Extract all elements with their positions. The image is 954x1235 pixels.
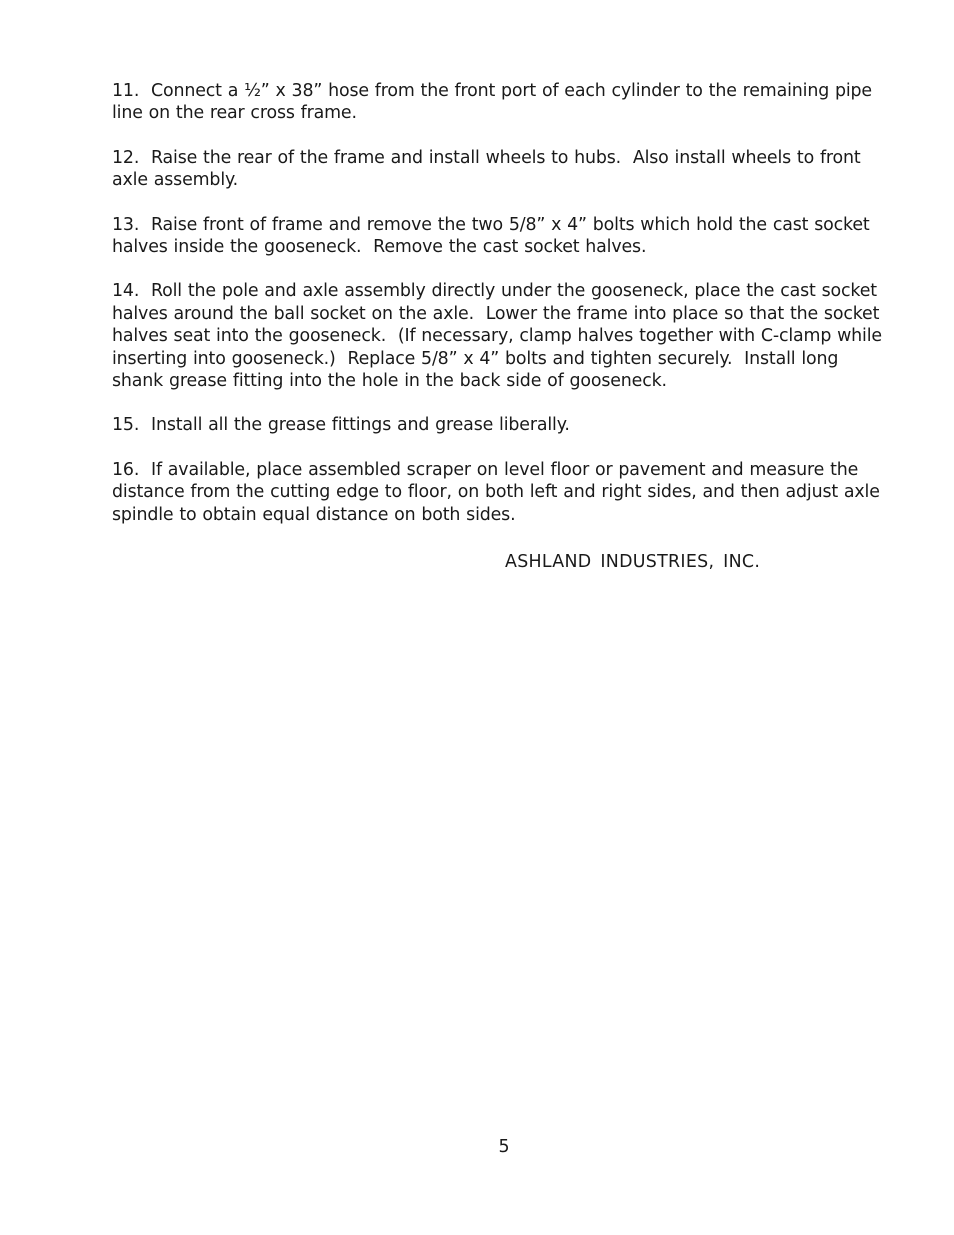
instruction-steps [112, 80, 888, 548]
step-16: 16. If available, place assembled scraper on level floor or pavement and measure the distance from the cutting edge to floor, on both left and right sides, and then adjust axle spindle to obtain equal distance on both sides. [112, 459, 886, 525]
step-11: 11. Connect a ½” x 38” hose from the front port of each cylinder to the remaining pipe line on the rear cross frame. [112, 81, 878, 124]
company-signature: ASHLAND INDUSTRIES, INC. [505, 552, 761, 572]
step-15: 15. Install all the grease fittings and grease liberally. [112, 415, 570, 436]
step-14: 14. Roll the pole and axle assembly directly under the gooseneck, place the cast socket halves around the ball socket on the axle. Lower the frame into place so that the socket halves seat into the gooseneck. (If necessary, clamp halves together with C-clamp while inserting into gooseneck.) Replace 5/8” x 4” bolts and tighten securely. Install long shank grease fitting into the hole in the back side of gooseneck. [112, 281, 888, 392]
page-number: 5 [498, 1137, 510, 1157]
step-12: 12. Raise the rear of the frame and install wheels to hubs. Also install wheels to front axle assembly. [112, 147, 867, 191]
step-13: 13. Raise front of frame and remove the two 5/8” x 4” bolts which hold the cast socket halves inside the gooseneck. Remove the cast socket halves. [112, 214, 876, 258]
